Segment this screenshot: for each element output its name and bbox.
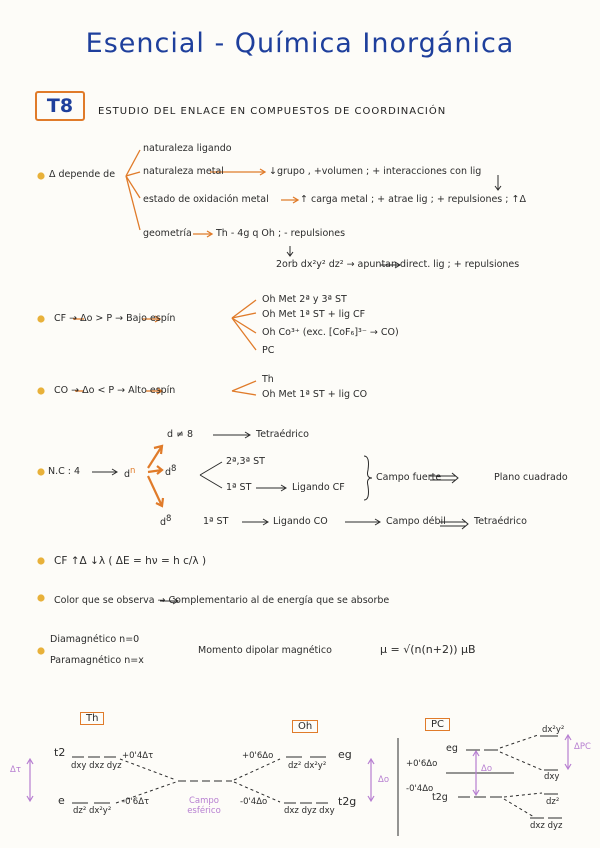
st-1b: 1ª ST <box>203 516 229 527</box>
dn-label: $d^n$ <box>124 466 136 481</box>
pc-eg-energy: +0'6Δo <box>406 759 438 769</box>
weak-field: Campo débil <box>386 516 446 527</box>
oh-eg-energy: +0'6Δo <box>242 751 274 761</box>
ligand-co: Ligando CO <box>273 516 328 527</box>
low-spin-item: Oh Met 2ª y 3ª ST <box>262 294 347 305</box>
low-spin-item: PC <box>262 345 275 356</box>
pc-eg-label: eg <box>446 743 458 754</box>
oh-tag: Oh <box>292 720 318 733</box>
pc-dxy-label: dxy <box>544 772 560 782</box>
oh-eg-orbitals: dz² dx²y² <box>288 761 327 771</box>
oh-eg-label: eg <box>338 748 352 761</box>
magnetic-moment-formula: μ = √(n(n+2)) μB <box>380 643 476 656</box>
branch-geometry: geometría <box>143 228 192 239</box>
square-planar: Plano cuadrado <box>494 472 568 483</box>
oh-t2g-orbitals: dxz dyz dxy <box>284 806 335 816</box>
topic-badge: T8 <box>35 91 85 121</box>
pc-delta-pc-label: ΔPC <box>574 742 591 752</box>
d8-label: $d^8$ <box>165 464 177 479</box>
tetrahedral-label: Tetraédrico <box>256 429 309 440</box>
high-spin-item: Oh Met 1ª ST + lig CO <box>262 389 368 400</box>
pc-t2g-energy: -0'4Δo <box>406 784 434 794</box>
low-spin-item: Oh Co³⁺ (exc. [CoF₆]³⁻ → CO) <box>262 327 399 338</box>
th-delta-label: Δτ <box>10 765 21 775</box>
high-spin-lead: CO → Δo < P → Alto espín <box>54 385 176 396</box>
geometry-detail: Th - 4g q Oh ; - repulsiones <box>216 228 346 239</box>
pc-dx2y2-label: dx²y² <box>542 725 565 735</box>
st-2-3: 2ª,3ª ST <box>226 456 265 467</box>
d8b-label: $d^8$ <box>160 514 172 529</box>
th-e-label: e <box>58 794 65 807</box>
th-t2-energy: +0'4Δτ <box>122 751 154 761</box>
metal-nature-detail: ↓grupo , +volumen ; + interacciones con lig <box>269 166 482 177</box>
th-e-energy: -0'6Δτ <box>122 797 150 807</box>
pc-dxz-dyz-label: dxz dyz <box>530 821 563 831</box>
th-t2-orbitals: dxy dxz dyz <box>71 761 122 771</box>
pc-dz2-label: dz² <box>546 797 560 807</box>
pc-tag: PC <box>425 718 450 731</box>
th-tag: Th <box>80 712 104 725</box>
coordination-number: N.C : 4 <box>48 466 81 477</box>
low-spin-item: Oh Met 1ª ST + lig CF <box>262 309 366 320</box>
delta-depends-label: Δ depende de <box>49 169 116 180</box>
st-1: 1ª ST <box>226 482 252 493</box>
ligand-cf: Ligando CF <box>292 482 345 493</box>
oh-t2g-label: t2g <box>338 795 357 808</box>
low-spin-lead: CF → Δo > P → Bajo espín <box>54 313 176 324</box>
branch-metal-nature: naturaleza metal <box>143 166 224 177</box>
th-e-orbitals: dz² dx²y² <box>73 806 112 816</box>
pc-delta-label: Δo <box>481 764 493 774</box>
branch-oxidation-state: estado de oxidación metal <box>143 194 269 205</box>
strong-field: Campo fuerte <box>376 472 442 483</box>
high-spin-item: Th <box>262 374 274 385</box>
oh-t2g-energy: -0'4Δo <box>240 797 268 807</box>
page-title: Esencial - Química Inorgánica <box>85 28 515 59</box>
oh-delta-label: Δo <box>378 775 390 785</box>
paramagnetic-label: Paramagnético n=x <box>50 655 144 666</box>
th-t2-label: t2 <box>54 746 66 759</box>
tetrahedral-label-2: Tetraédrico <box>474 516 527 527</box>
energy-relation: CF ↑Δ ↓λ ( ΔE = hν = h c/λ ) <box>54 555 207 567</box>
magnetic-moment-label: Momento dipolar magnético <box>198 645 332 656</box>
diamagnetic-label: Diamagnético n=0 <box>50 634 140 645</box>
d-not-8: d ≠ 8 <box>167 429 194 440</box>
observed-color-note: Color que se observa → Complementario al de energía que se absorbe <box>54 595 390 606</box>
oxidation-state-detail: ↑ carga metal ; + atrae lig ; + repulsiones ; ↑Δ <box>300 194 526 205</box>
spherical-field-label: Campo esférico <box>187 796 221 816</box>
orbitals-note: 2orb dx²y² dz² → apuntan direct. lig ; + repulsiones <box>276 259 520 270</box>
section-subtitle: ESTUDIO DEL ENLACE EN COMPUESTOS DE COORDINACIÓN <box>98 106 447 117</box>
branch-ligand-nature: naturaleza ligando <box>143 143 232 154</box>
pc-t2g-label: t2g <box>432 792 448 803</box>
